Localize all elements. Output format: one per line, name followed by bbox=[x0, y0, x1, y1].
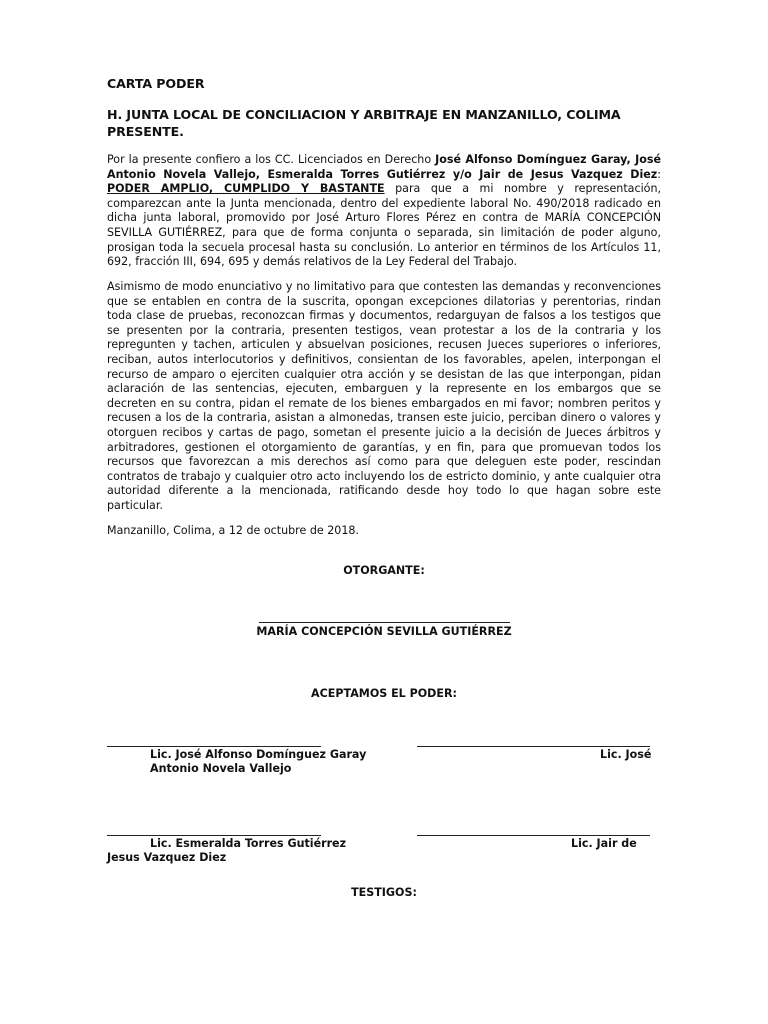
signer-1-continuation: Antonio Novela Vallejo bbox=[150, 762, 292, 775]
otorgante-name: MARÍA CONCEPCIÓN SEVILLA GUTIÉRREZ bbox=[256, 625, 512, 638]
signer-2-right: Lic. Jair de bbox=[571, 837, 637, 850]
signer-2-left: Lic. Esmeralda Torres Gutiérrez bbox=[150, 837, 347, 850]
otorgante-label: OTORGANTE: bbox=[343, 564, 425, 577]
signer-1-left: Lic. José Alfonso Domínguez Garay bbox=[150, 748, 367, 761]
signature-line-2-right bbox=[417, 835, 650, 836]
addressee-line-1: H. JUNTA LOCAL DE CONCILIACION Y ARBITRAJE EN MANZANILLO, COLIMA bbox=[107, 107, 621, 122]
signature-line-1-left bbox=[107, 746, 321, 747]
document-title: CARTA PODER bbox=[107, 76, 205, 91]
paragraph-grant-rest: para que a mi nombre y representación, comparezcan ante la Junta mencionada, dentro del expediente laboral No. 490/2018 radicado en dicha junta laboral, promovido por José Arturo Flores Pérez en contra de MARÍA CONCEPCIÓN SEVILLA GUTIÉRREZ, para que de forma conjunta o separada, sin limitación de poder alguno, prosigan toda la secuela procesal hasta su conclusión. Lo anterior en términos de los Artículos 11, 692, fracción III, 694, 695 y demás relativos de la Ley Federal del Trabajo. bbox=[107, 182, 661, 269]
paragraph-grant-intro: Por la presente confiero a los CC. Licenciados en Derecho bbox=[107, 153, 436, 166]
place-date: Manzanillo, Colima, a 12 de octubre de 2018. bbox=[107, 524, 359, 537]
signer-1-right: Lic. José bbox=[600, 748, 652, 761]
aceptamos-label: ACEPTAMOS EL PODER: bbox=[311, 687, 457, 700]
testigos-label: TESTIGOS: bbox=[351, 886, 417, 899]
paragraph-powers: Asimismo de modo enunciativo y no limitativo para que contesten las demandas y reconvenciones que se entablen en contra de la suscrita, opongan excepciones dilatorias y perentorias, rindan toda clase de pruebas, reconozcan firmas y documentos, redarguyan de falsos a los testigos que se presenten por la contraria, presenten testigos, vean protestar a los de la contraria y los repregunten y tachen, articulen y absuelvan posiciones, recusen Jueces superiores o inferiores, reciban, autos interlocutorios y definitivos, consientan de los favorables, apelen, interpongan el recurso de amparo o ejerciten cualquier otra acción y se desistan de las que interpongan, pidan aclaración de las sentencias, ejecuten, embarguen y la represente en los embargos que se decreten en su contra, pidan el remate de los bienes embargados en mi favor; nombren peritos y recusen a los de la contraria, asistan a almonedas, transen este juicio, perciban dinero o valores y otorguen recibos y cartas de pago, sometan el presente juicio a la decisión de Jueces árbitros y arbitradores, gestionen el otorgamiento de garantías, y en fin, para que promuevan todos los recursos que favorezcan a mis derechos así como para que deleguen este poder, rescindan contratos de trabajo y cualquier otro acto incluyendo los de estricto dominio, y ante cualquier otra autoridad diferente a la mencionada, ratificando desde hoy todo lo que hagan sobre este particular. bbox=[107, 280, 661, 512]
otorgante-signature-line bbox=[259, 622, 510, 623]
paragraph-grant bbox=[107, 153, 661, 270]
power-type: PODER AMPLIO, CUMPLIDO Y BASTANTE bbox=[107, 182, 385, 196]
signature-line-1-right bbox=[417, 746, 650, 747]
attorneys-names: José Alfonso Domínguez Garay, José Antonio Novela Vallejo, Esmeralda Torres Gutiérrez y/o Jair de Jesus Vazquez Diez bbox=[107, 153, 661, 181]
signature-line-2-left bbox=[107, 835, 321, 836]
addressee-line-2: PRESENTE. bbox=[107, 124, 184, 139]
paragraph-grant-sep: : bbox=[657, 167, 661, 181]
signer-2-continuation: Jesus Vazquez Diez bbox=[107, 851, 227, 864]
